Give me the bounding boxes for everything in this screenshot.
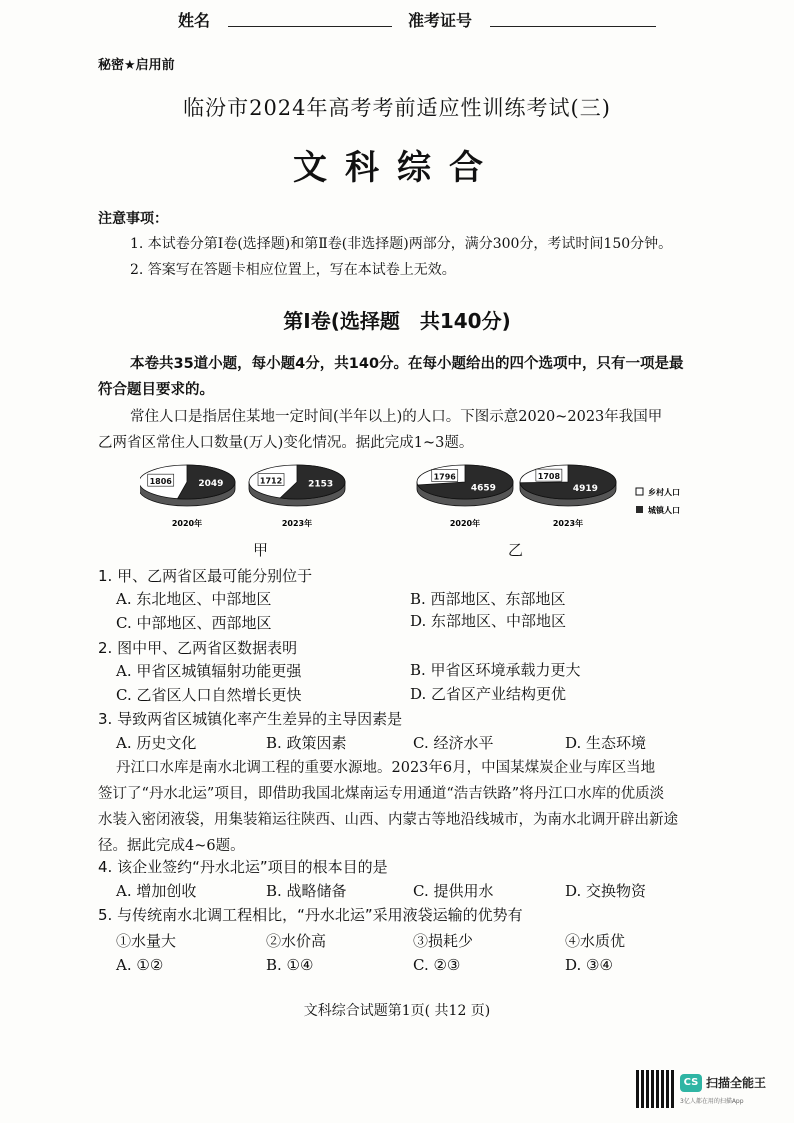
group-jia-label: 甲 [253, 541, 269, 559]
notice-item: 1. 本试卷分第Ⅰ卷(选择题)和第Ⅱ卷(非选择题)两部分，满分300分，考试时间150分钟。 [130, 236, 673, 252]
page-footer: 文科综合试题第1页( 共12 页) [303, 1003, 491, 1019]
question-2-stem: 2. 图中甲、乙两省区数据表明 [98, 639, 298, 657]
passage-1: 乙两省区常住人口数量(万人)变化情况。据此完成1~3题。 [98, 435, 474, 451]
qr-code-icon [636, 1070, 674, 1108]
q2-option-a[interactable]: A. 甲省区城镇辐射功能更强 [116, 662, 302, 680]
passage-2: 签订了“丹水北运”项目，即借助我国北煤南运专用通道“浩吉铁路”将丹江口水库的优质淡 [98, 786, 665, 802]
q3-option-a[interactable]: A. 历史文化 [116, 734, 197, 752]
question-1-stem: 1. 甲、乙两省区最可能分别位于 [98, 567, 313, 585]
passage-2: 水装入密闭液袋，用集装箱运往陕西、山西、内蒙古等地沿线城市，为南水北调开辟出新途 [98, 812, 678, 828]
q5-option-d[interactable]: D. ③④ [565, 956, 613, 974]
q2-option-d[interactable]: D. 乙省区产业结构更优 [410, 685, 567, 703]
notice-item: 2. 答案写在答题卡相应位置上，写在本试卷上无效。 [130, 262, 456, 278]
instructions: 符合题目要求的。 [98, 382, 214, 398]
id-label: 准考证号 [408, 11, 473, 30]
passage-2: 丹江口水库是南水北调工程的重要水源地。2023年6月，中国某煤炭企业与库区当地 [116, 760, 656, 776]
q4-option-c[interactable]: C. 提供用水 [413, 882, 494, 900]
jia-2023-year: 2023年 [281, 519, 313, 528]
legend-rural-swatch [636, 488, 643, 495]
legend-urban-swatch [636, 506, 643, 513]
q1-option-b[interactable]: B. 西部地区、东部地区 [410, 590, 566, 608]
subject-title: 文科综合 [293, 148, 501, 188]
q5-option-a[interactable]: A. ①② [116, 956, 164, 974]
q4-option-a[interactable]: A. 增加创收 [116, 882, 197, 900]
passage-1: 常住人口是指居住某地一定时间(半年以上)的人口。下图示意2020~2023年我国甲 [130, 409, 663, 425]
passage-2: 径。据此完成4~6题。 [98, 838, 245, 854]
legend-urban: 城镇人口 [648, 506, 680, 515]
instructions: 本卷共35道小题，每小题4分，共140分。在每小题给出的四个选项中，只有一项是最 [130, 356, 684, 372]
question-5-stem: 5. 与传统南水北调工程相比，“丹水北运”采用液袋运输的优势有 [98, 906, 523, 924]
yi-2020-urban-value: 4659 [470, 483, 496, 494]
name-label: 姓名 [178, 11, 211, 30]
q1-option-c[interactable]: C. 中部地区、西部地区 [116, 614, 272, 632]
yi-2023-year: 2023年 [552, 519, 584, 528]
question-3-stem: 3. 导致两省区城镇化率产生差异的主导因素是 [98, 710, 403, 728]
yi-2023-rural-value: 1708 [537, 472, 561, 482]
q5-statement-1: ①水量大 [116, 932, 177, 950]
q3-option-d[interactable]: D. 生态环境 [565, 734, 647, 752]
yi-2020-rural-value: 1796 [433, 472, 456, 482]
scanner-brand: 扫描全能王 [706, 1076, 767, 1090]
q3-option-c[interactable]: C. 经济水平 [413, 734, 494, 752]
notice-heading: 注意事项： [98, 211, 168, 227]
name-line[interactable] [228, 26, 392, 27]
q4-option-d[interactable]: D. 交换物资 [565, 882, 647, 900]
q3-option-b[interactable]: B. 政策因素 [266, 734, 347, 752]
q1-option-d[interactable]: D. 东部地区、中部地区 [410, 612, 567, 630]
jia-2020-rural-value: 1806 [149, 477, 172, 487]
q5-statement-2: ②水价高 [266, 932, 327, 950]
jia-2023-rural-value: 1712 [259, 476, 283, 486]
yi-2023-urban-value: 4919 [572, 483, 598, 494]
jia-2023-urban-value: 2153 [308, 479, 334, 490]
q5-option-c[interactable]: C. ②③ [413, 956, 461, 974]
q5-statement-4: ④水质优 [565, 932, 626, 950]
q1-option-a[interactable]: A. 东北地区、中部地区 [116, 590, 272, 608]
question-4-stem: 4. 该企业签约“丹水北运”项目的根本目的是 [98, 858, 388, 876]
q5-statement-3: ③损耗少 [413, 932, 474, 950]
id-line[interactable] [490, 26, 656, 27]
q2-option-c[interactable]: C. 乙省区人口自然增长更快 [116, 686, 302, 704]
exam-title: 临汾市2024年高考考前适应性训练考试(三) [183, 96, 611, 120]
jia-2020-urban-value: 2049 [198, 478, 224, 489]
yi-2020-year: 2020年 [449, 519, 481, 528]
group-yi-label: 乙 [508, 541, 524, 559]
section-title: 第Ⅰ卷(选择题 共140分) [283, 309, 511, 333]
legend-rural: 乡村人口 [648, 488, 680, 497]
scanner-tagline: 3亿人都在用的扫描App [680, 1098, 744, 1105]
jia-2020-year: 2020年 [171, 519, 203, 528]
q4-option-b[interactable]: B. 战略储备 [266, 882, 347, 900]
population-pie-charts [140, 456, 700, 556]
camscanner-badge-icon: CS [680, 1074, 702, 1092]
q2-option-b[interactable]: B. 甲省区环境承载力更大 [410, 661, 581, 679]
secret-mark: 秘密★启用前 [98, 58, 175, 73]
q5-option-b[interactable]: B. ①④ [266, 956, 314, 974]
